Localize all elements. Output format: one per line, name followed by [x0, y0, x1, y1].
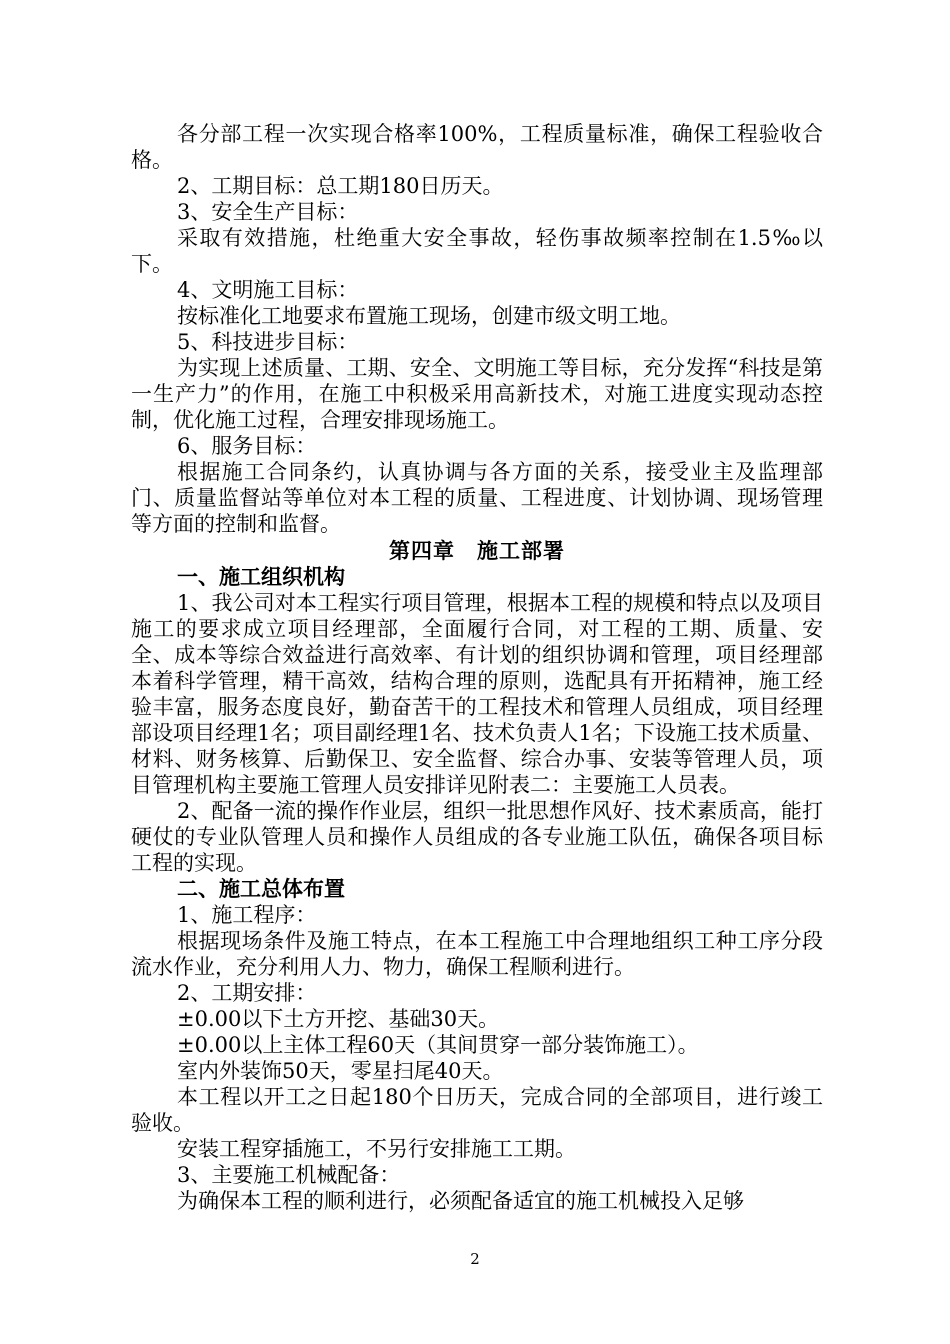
paragraph: 2、配备一流的操作作业层，组织一批思想作风好、技术素质高，能打硬仗的专业队管理人员和操作人员组成的各专业施工队伍，确保各项目标工程的实现。	[131, 799, 823, 875]
paragraph: 3、安全生产目标：	[177, 200, 359, 224]
paragraph: 安装工程穿插施工，不另行安排施工工期。	[177, 1137, 576, 1161]
paragraph: ±0.00以上主体工程60天（其间贯穿一部分装饰施工）。	[177, 1033, 699, 1057]
paragraph: 1、施工程序：	[177, 903, 317, 927]
paragraph: 1、我公司对本工程实行项目管理，根据本工程的规模和特点以及项目施工的要求成立项目经理部，全面履行合同，对工程的工期、质量、安全、成本等综合效益进行高效率、有计划的组织协调和管理，项目经理部本着科学管理，精干高效，结构合理的原则，选配具有开拓精神，施工经验丰富，服务态度良好，勤奋苦干的工程技术和管理人员组成，项目经理部设项目经理1名；项目副经理1名、技术负责人1名；下设施工技术质量、材料、财务核算、后勤保卫、安全监督、综合办事、安装等管理人员，项目管理机构主要施工管理人员安排详见附表二：主要施工人员表。	[131, 591, 823, 797]
paragraph: 各分部工程一次实现合格率100%，工程质量标准，确保工程验收合格。	[131, 122, 823, 172]
paragraph: 3、主要施工机械配备：	[177, 1163, 401, 1187]
paragraph: 为实现上述质量、工期、安全、文明施工等目标，充分发挥“科技是第一生产力”的作用，在施工中积极采用高新技术，对施工进度实现动态控制，优化施工过程，合理安排现场施工。	[131, 356, 823, 432]
paragraph: 6、服务目标：	[177, 434, 317, 458]
paragraph: 根据施工合同条约，认真协调与各方面的关系，接受业主及监理部门、质量监督站等单位对本工程的质量、工程进度、计划协调、现场管理等方面的控制和监督。	[131, 460, 823, 536]
paragraph: 室内外装饰50天，零星扫尾40天。	[177, 1059, 504, 1083]
paragraph: 5、科技进步目标：	[177, 330, 359, 354]
paragraph: 4、文明施工目标：	[177, 278, 359, 302]
paragraph: 根据现场条件及施工特点，在本工程施工中合理地组织工种工序分段流水作业，充分利用人力、物力，确保工程顺利进行。	[131, 929, 823, 979]
paragraph: 按标准化工地要求布置施工现场，创建市级文明工地。	[177, 304, 681, 328]
paragraph: 采取有效措施，杜绝重大安全事故，轻伤事故频率控制在1.5‰以下。	[131, 226, 823, 276]
paragraph: 2、工期安排：	[177, 981, 317, 1005]
section-heading: 二、施工总体布置	[177, 876, 345, 901]
chapter-title: 第四章 施工部署	[389, 538, 565, 563]
section-heading: 一、施工组织机构	[177, 564, 345, 589]
page-number: 2	[470, 1250, 480, 1268]
paragraph: 为确保本工程的顺利进行，必须配备适宜的施工机械投入足够	[177, 1189, 744, 1213]
paragraph: ±0.00以下土方开挖、基础30天。	[177, 1007, 500, 1031]
paragraph: 本工程以开工之日起180个日历天，完成合同的全部项目，进行竣工验收。	[131, 1085, 823, 1135]
paragraph: 2、工期目标：总工期180日历天。	[177, 174, 504, 198]
page-content	[131, 121, 823, 1214]
